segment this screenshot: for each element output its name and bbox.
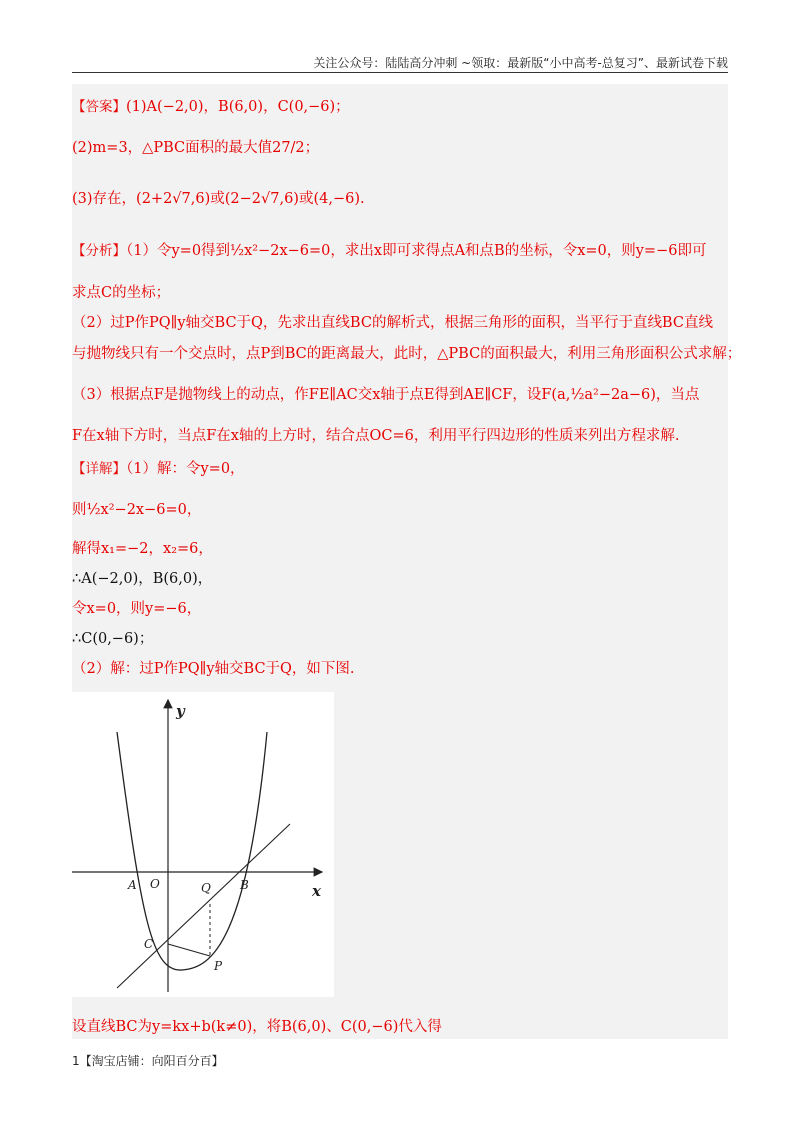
label-a: A <box>128 878 137 892</box>
answer-line-3: (3)存在，(2+2√7,6)或(2−2√7,6)或(4,−6). <box>72 191 365 207</box>
label-c: C <box>144 937 154 951</box>
header-rule <box>72 72 728 73</box>
label-x: x <box>312 882 321 900</box>
detail-line-3: 解得x₁=−2，x₂=6， <box>72 541 213 557</box>
detail-line-8: 设直线BC为y=kx+b(k≠0)，将B(6,0)、C(0,−6)代入得 <box>72 1019 442 1035</box>
answer-line-2: (2)m=3，△PBC面积的最大值27/2； <box>72 140 320 156</box>
answer-tag: 【答案】 <box>72 99 126 115</box>
label-y: y <box>176 702 185 720</box>
segment-cp <box>168 944 210 956</box>
analysis-line-6: F在x轴下方时，当点F在x轴的上方时，结合点OC=6，利用平行四边形的性质来列出方程求解. <box>72 428 680 444</box>
detail-line-4: ∴A(−2,0)，B(6,0)， <box>72 571 213 587</box>
analysis-line-1: 【分析】（1）令y=0得到½x²−2x−6=0，求出x即可求得点A和点B的坐标，令x=0，则y=−6即可 <box>72 243 707 259</box>
detail-tag: 【详解】 <box>72 461 126 477</box>
detail-line-7: （2）解：过P作PQ∥y轴交BC于Q，如下图. <box>72 661 355 677</box>
answer-line-1: 【答案】(1)A(−2,0)，B(6,0)，C(0,−6)； <box>72 99 350 115</box>
page-footer: 1【淘宝店铺：向阳百分百】 <box>72 1054 224 1068</box>
analysis-tag: 【分析】 <box>72 243 126 259</box>
detail-line-2: 则½x²−2x−6=0， <box>72 502 202 518</box>
detail-line-6: ∴C(0,−6)； <box>72 631 154 647</box>
parabola-curve <box>117 732 267 970</box>
detail-line-1: 【详解】（1）解：令y=0， <box>72 461 245 477</box>
parabola-figure <box>72 692 334 997</box>
label-p: P <box>214 959 223 973</box>
detail-line-5: 令x=0，则y=−6， <box>72 601 202 617</box>
analysis-line-5: （3）根据点F是抛物线上的动点，作FE∥AC交x轴于点E得到AE∥CF，设F(a,½a²−2a−6)，当点 <box>72 387 700 403</box>
label-q: Q <box>201 881 211 895</box>
label-o: O <box>150 877 160 891</box>
analysis-line-2: 求点C的坐标； <box>72 285 171 301</box>
page-header: 关注公众号：陆陆高分冲刺 ~领取：最新版“小中高考-总复习”、最新试卷下载 <box>313 56 728 70</box>
parabola-diagram <box>72 692 334 997</box>
label-b: B <box>240 878 249 892</box>
analysis-line-3: （2）过P作PQ∥y轴交BC于Q，先求出直线BC的解析式，根据三角形的面积，当平行于直线BC直线 <box>72 315 713 331</box>
analysis-line-4: 与抛物线只有一个交点时，点P到BC的距离最大，此时，△PBC的面积最大，利用三角形面积公式求解； <box>72 346 742 362</box>
